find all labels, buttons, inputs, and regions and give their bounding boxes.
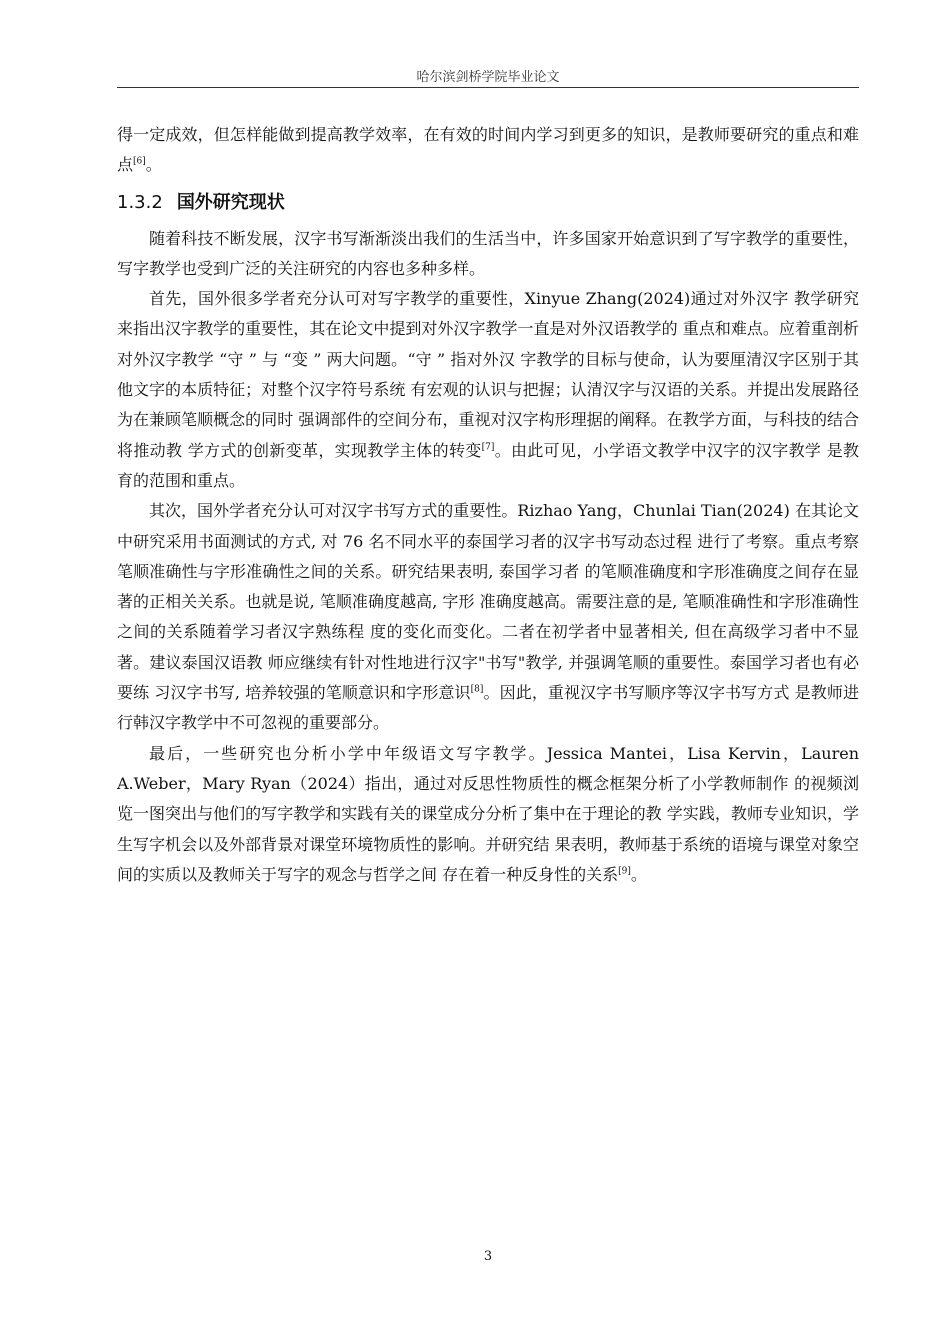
paragraph-text: 其次，国外学者充分认可对汉字书写方式的重要性。Rizhao Yang，Chunlai Tian(2024) 在其论文中研究采用书面测试的方式, 对 76 名不同水平的泰国学习者的汉字书写动态过程 进行了考察。重点考察笔顺准确性与字形准确性之间的关系。研究结果表明, 泰国学习者 的笔顺准确度和字形准确度之间存在显著的正相关关系。也就是说, 笔顺准确度越高, 字形 准确度越高。需要注意的是, 笔顺准确性和字形准确性之间的关系随着学习者汉字熟练程 度的变化而变化。二者在初学者中显著相关, 但在高级学习者中不显著。建议泰国汉语教 师应继续有针对性地进行汉字"书写"教学, 并强调笔顺的重要性。泰国学习者也有必要练 习汉字书写, 培养较强的笔顺意识和字形意识 xyxy=(117,501,859,703)
paragraph-3 xyxy=(117,496,859,738)
citation-ref: [9] xyxy=(618,866,631,877)
paragraph-text: 首先，国外很多学者充分认可对写字教学的重要性，Xinyue Zhang(2024)通过对外汉字 教学研究来指出汉字教学的重要性，其在论文中提到对外汉字教学一直是对外汉语教学的 重点和难点。应着重剖析对外汉字教学 “守 ” 与 “变 ” 两大问题。“守 ” 指对外汉 字教学的目标与使命，认为要厘清汉字区别于其他文字的本质特征；对整个汉字符号系统 有宏观的认识与把握；认清汉字与汉语的关系。并提出发展路径为在兼顾笔顺概念的同时 强调部件的空间分布，重视对汉字构形理据的阐释。在教学方面，与科技的结合将推动教 学方式的创新变革，实现教学主体的转变 xyxy=(117,289,859,460)
paragraph-text: 随着科技不断发展，汉字书写渐渐淡出我们的生活当中，许多国家开始意识到了写字教学的重要性，写字教学也受到广泛的关注研究的内容也多种多样。 xyxy=(117,228,859,278)
paragraph-tail: 。 xyxy=(630,864,647,884)
paragraph-continued xyxy=(117,120,859,181)
citation-ref: [6] xyxy=(133,156,146,167)
paragraph-text: 最后，一些研究也分析小学中年级语文写字教学。Jessica Mantei，Lisa Kervin，Lauren A.Weber，Mary Ryan（2024）指出，通过对反思性物质性的概念框架分析了小学教师制作 的视频浏览一图突出与他们的写字教学和实践有关的课堂成分分析了集中在于理论的教 学实践，教师专业知识，学生写字机会以及外部背景对课堂环境物质性的影响。并研究结 果表明，教师基于系统的语境与课堂对象空间的实质以及教师关于写字的观念与哲学之间 存在着一种反身性的关系 xyxy=(117,743,859,884)
section-title: 国外研究现状 xyxy=(176,191,285,213)
paragraph-1 xyxy=(117,224,859,285)
citation-ref: [7] xyxy=(481,442,495,453)
header-rule xyxy=(117,87,859,88)
paragraph-text: 得一定成效，但怎样能做到提高教学效率，在有效的时间内学习到更多的知识，是教师要研究的重点和难点 xyxy=(117,125,859,175)
citation-ref: [8] xyxy=(470,684,484,695)
page-number: 3 xyxy=(483,1249,493,1264)
section-heading xyxy=(117,188,859,218)
section-number: 1.3.2 xyxy=(117,191,163,213)
paragraph-2 xyxy=(117,284,859,496)
running-header: 哈尔滨剑桥学院毕业论文 xyxy=(416,70,560,85)
paragraph-tail: 。由此可见，小学语文教学中汉字的汉字教学 是教育的范围和重点。 xyxy=(117,440,859,490)
paragraph-4 xyxy=(117,739,859,890)
paragraph-tail: 。因此，重视汉字书写顺序等汉字书写方式 是教师进行韩汉字教学中不可忽视的重要部分。 xyxy=(117,683,859,733)
page-body xyxy=(117,120,859,890)
paragraph-tail: 。 xyxy=(145,155,162,175)
